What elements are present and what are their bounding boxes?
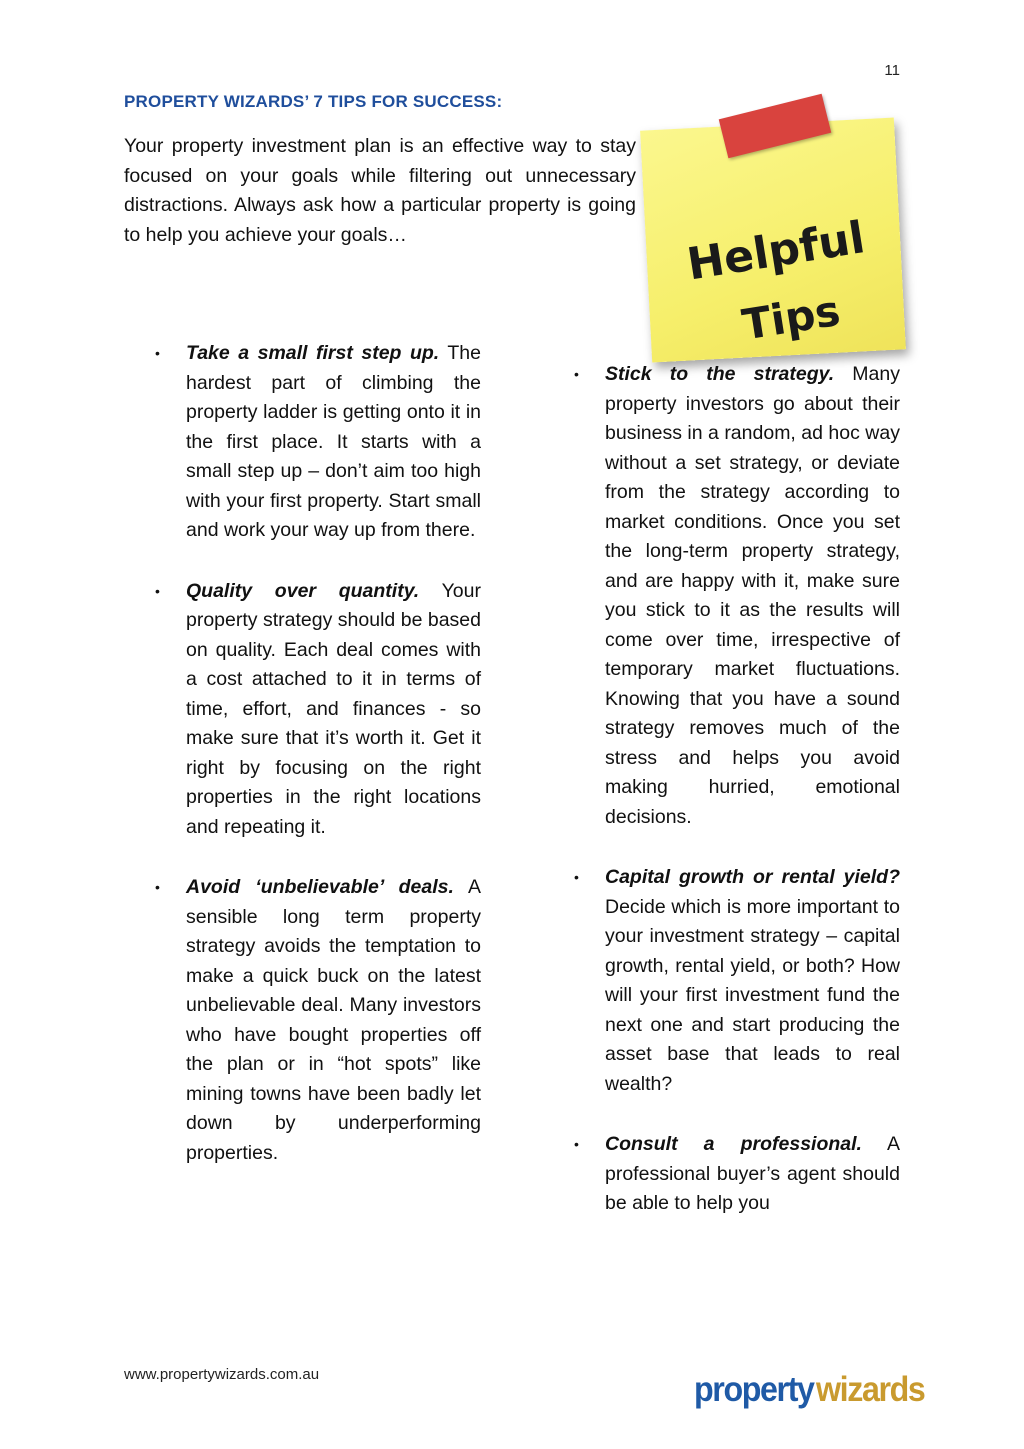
- bullet-icon: •: [155, 345, 160, 361]
- tip-title: Quality over quantity.: [186, 579, 420, 602]
- bullet-icon: •: [574, 869, 579, 885]
- tip-body: Decide which is more important to your investment strategy – capital growth, rental yield, or both? How will your first investment fund the next one and start producing the asset base that leads to real wealth?: [605, 895, 900, 1095]
- intro-paragraph: Your property investment plan is an effective way to stay focused on your goals while filtering out unnecessary distractions. Always ask how a particular property is going to help you achieve your goals…: [124, 135, 636, 247]
- tip-title: Take a small first step up.: [186, 342, 440, 364]
- tip-title: Consult a professional.: [605, 1133, 862, 1155]
- logo-word-wizards: wizards: [816, 1370, 925, 1409]
- tip-item: [155, 339, 481, 546]
- tips-left-column: [155, 339, 481, 1168]
- sticky-note-line-1: Helpful: [683, 212, 869, 291]
- page-heading: PROPERTY WIZARDS’ 7 TIPS FOR SUCCESS:: [124, 92, 503, 111]
- tips-right-column: [574, 360, 900, 1219]
- tip-title: Avoid ‘unbelievable’ deals.: [186, 876, 454, 898]
- tip-item: [155, 873, 481, 1168]
- bullet-icon: •: [155, 582, 160, 599]
- tip-item: [574, 863, 900, 1099]
- bullet-icon: •: [155, 879, 160, 895]
- tip-item: [574, 1130, 900, 1219]
- tip-item: [155, 577, 481, 843]
- sticky-note-paper: [640, 118, 906, 363]
- tip-title: Capital growth or rental yield?: [605, 866, 900, 888]
- helpful-tips-sticky-note: [636, 96, 906, 366]
- property-wizards-logo: [694, 1360, 944, 1420]
- tip-item: [574, 360, 900, 832]
- tip-body: A sensible long term property strategy avoids the temptation to make a quick buck on the latest unbelievable deal. Many investors who have bought properties off the plan or in “hot spots” like mining towns have been badly let down by underperforming properties.: [186, 876, 481, 1164]
- tip-title: Stick to the strategy.: [605, 363, 835, 385]
- page-number: 11: [884, 62, 900, 79]
- bullet-icon: •: [574, 1136, 579, 1152]
- logo-word-property: property: [694, 1370, 814, 1409]
- tip-body: Many property investors go about their business in a random, ad hoc way without a set strategy, or deviate from the strategy according to market conditions. Once you set the long-term property strategy, and are happy with it, make sure you stick to it as the results will come over time, irrespective of temporary market fluctuations. Knowing that you have a sound strategy removes much of the stress and helps you avoid making hurried, emotional decisions.: [605, 363, 900, 828]
- footer-url: www.propertywizards.com.au: [124, 1366, 320, 1383]
- tip-body: The hardest part of climbing the property ladder is getting onto it in the first place. It starts with a small step up – don’t aim too high with your first property. Start small and work your way up from there.: [186, 342, 481, 541]
- tip-body: Your property strategy should be based on quality. Each deal comes with a cost attached to it in terms of time, effort, and finances - so make sure that it’s worth it. Get it right by focusing on the right properties in the right locations and repeating it.: [186, 579, 481, 838]
- tip-body: A professional buyer’s agent should be able to help you: [605, 1133, 900, 1214]
- bullet-icon: •: [574, 366, 579, 382]
- sticky-note-line-2: Tips: [738, 285, 844, 350]
